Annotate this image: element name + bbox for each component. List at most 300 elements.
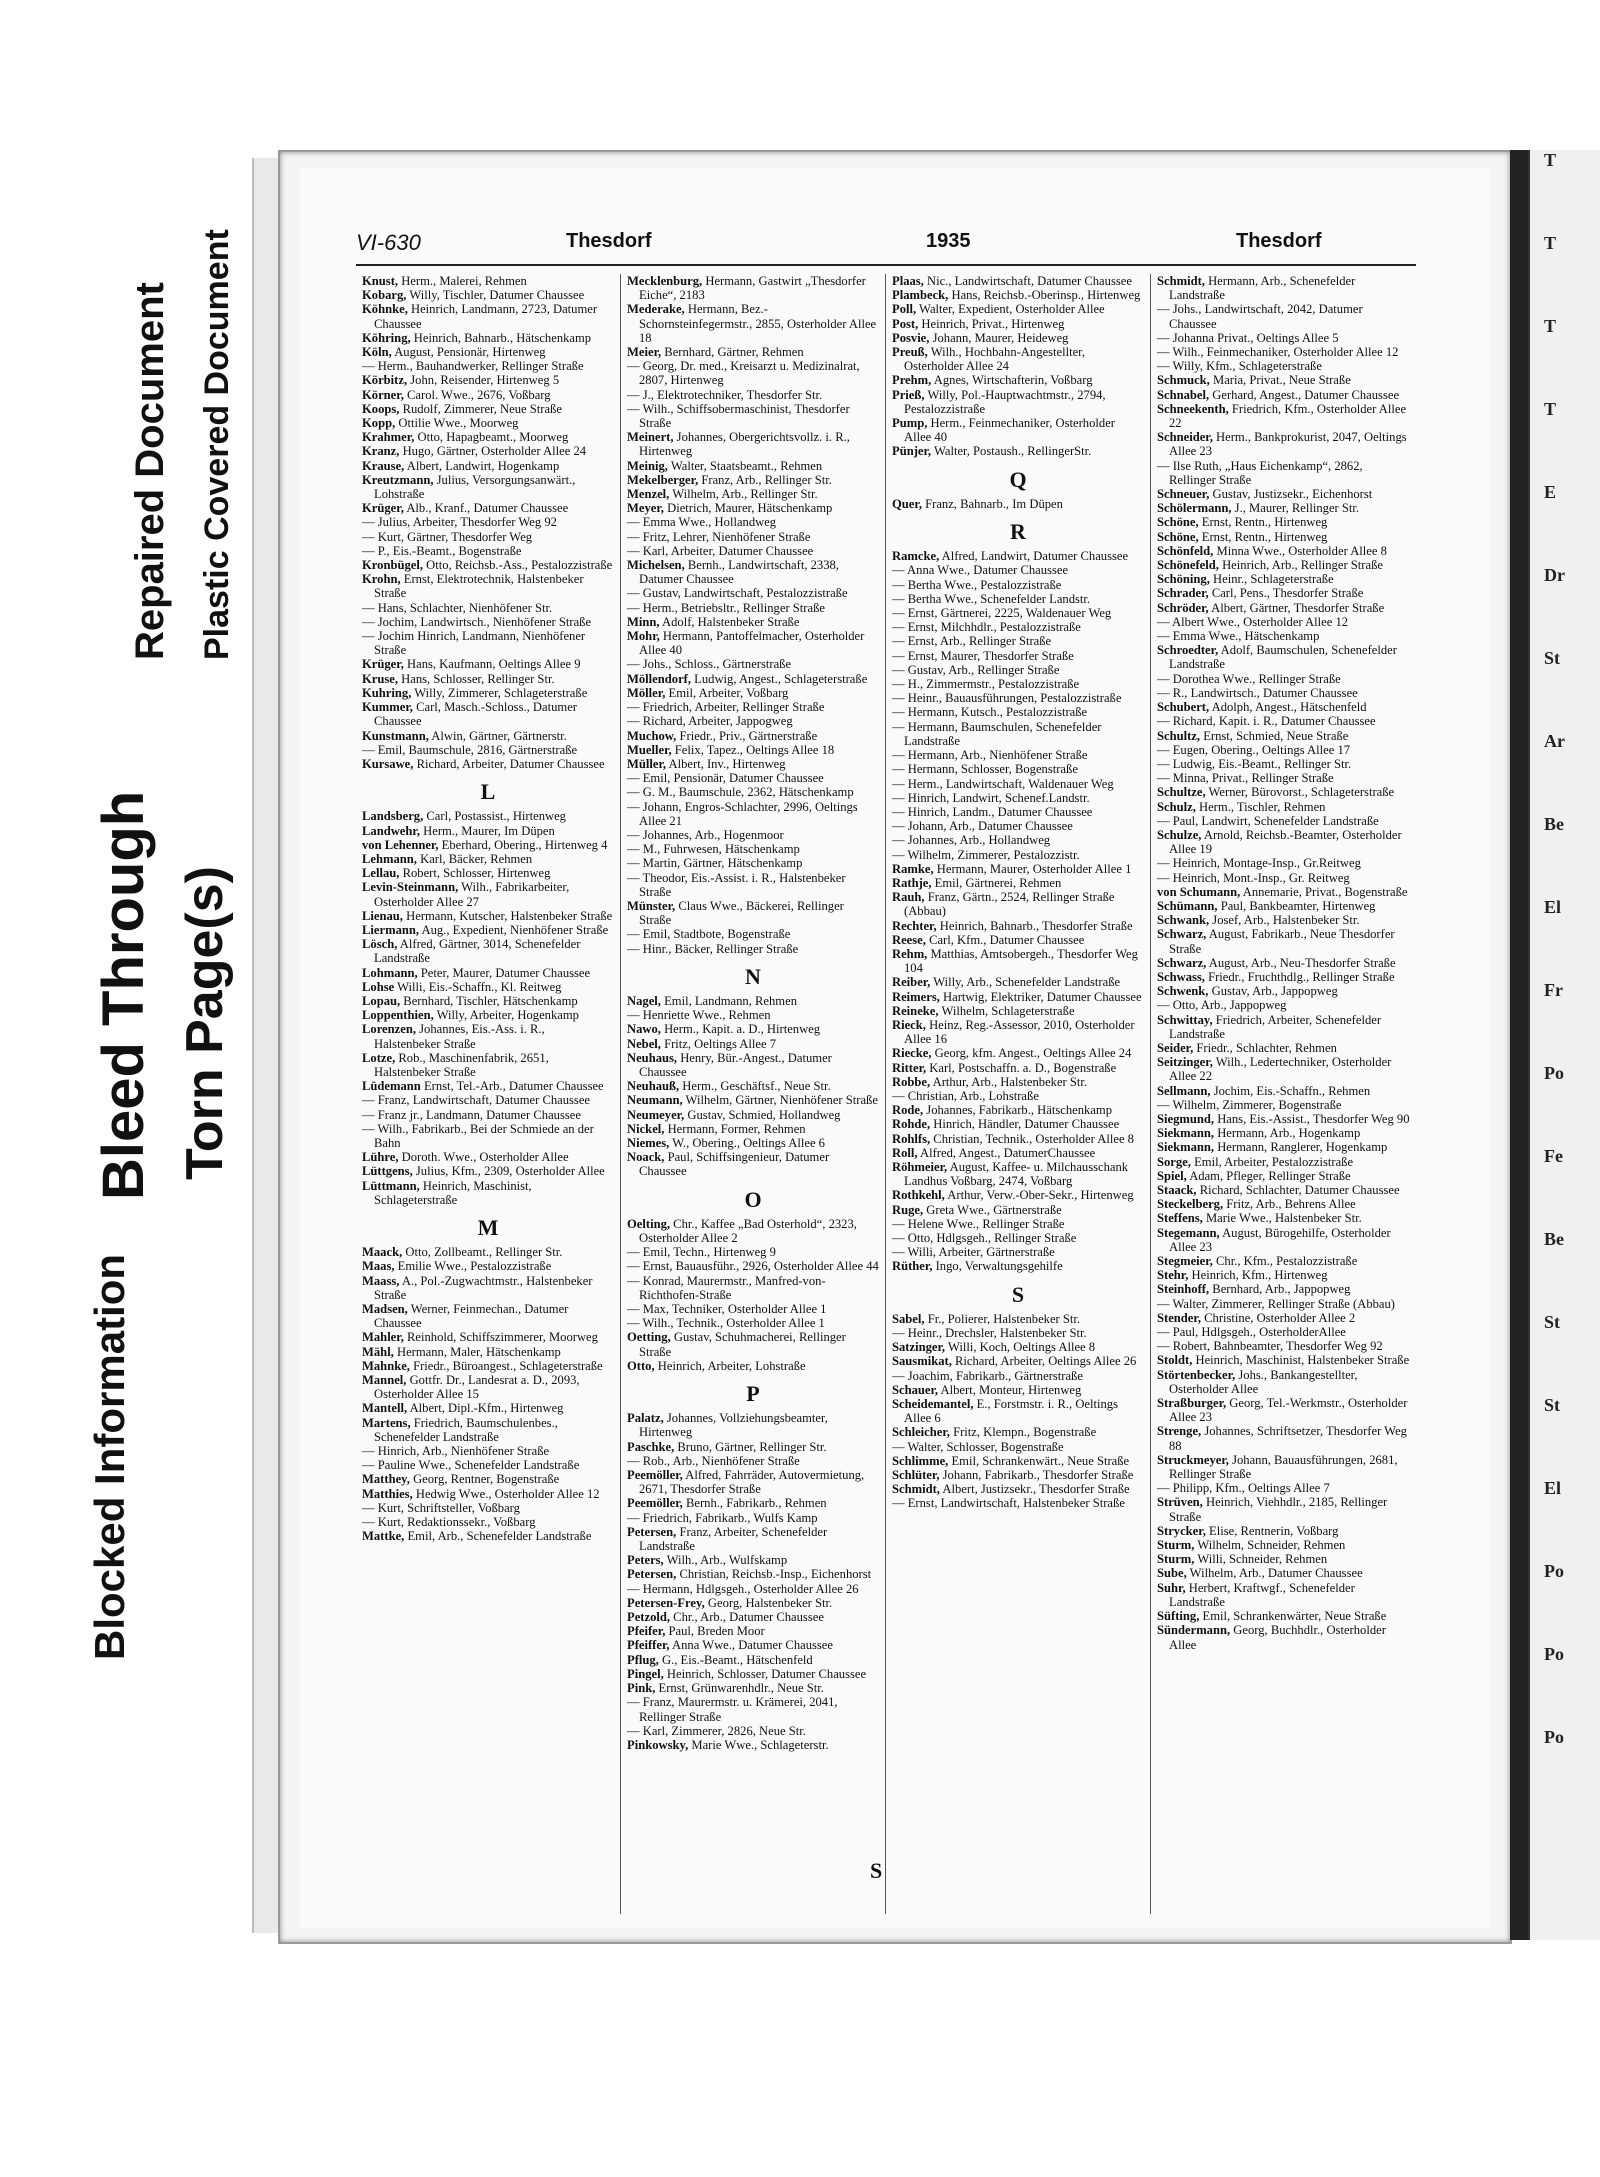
entry-surname: Ramcke, (892, 549, 940, 564)
page-header (356, 230, 1416, 260)
entry-details: — Robert, Bahnbeamter, Thesdorfer Weg 92 (1157, 1339, 1383, 1354)
entry-surname: Krohn, (362, 572, 401, 587)
book-spine (1510, 150, 1528, 1940)
entry-surname: Krüger, (362, 657, 404, 672)
entry-surname: Lienau, (362, 908, 403, 923)
directory-entry (627, 1150, 879, 1178)
entry-details: — Rob., Arb., Nienhöfener Straße (627, 1453, 800, 1468)
directory-entry (1157, 800, 1410, 814)
directory-entry (627, 302, 879, 345)
directory-entry (362, 1093, 614, 1107)
entry-surname: Riecke, (892, 1046, 932, 1061)
directory-entry (362, 1416, 614, 1444)
entry-surname: Schröder, (1157, 600, 1209, 615)
directory-entry (1157, 1126, 1410, 1140)
entry-details: August, Arb., Neu-Thesdorfer Straße (1206, 955, 1396, 970)
directory-entry (1157, 1041, 1410, 1055)
entry-surname: Köhnke, (362, 302, 408, 317)
entry-details: Willy, Pol.-Hauptwachtmstr., 2794, Pestalozzistraße (904, 387, 1106, 416)
directory-entry (892, 833, 1144, 847)
directory-entry (1157, 1581, 1410, 1609)
entry-details: J., Maurer, Rellinger Str. (1231, 501, 1360, 516)
entry-details: Alfred, Landwirt, Datumer Chaussee (939, 549, 1129, 564)
entry-details: — Franz, Landwirtschaft, Datumer Chaussee (362, 1093, 591, 1108)
entry-details: — Ernst, Milchhdlr., Pestalozzistraße (892, 620, 1081, 635)
entry-details: — Heinrich, Montage-Insp., Gr.Reitweg (1157, 856, 1361, 871)
entry-details: — Paul, Landwirt, Schenefelder Landstraße (1157, 813, 1379, 828)
entry-details: Willy, Zimmerer, Schlageterstraße (411, 685, 588, 700)
entry-surname: Schauer, (892, 1382, 939, 1397)
directory-entry (627, 1122, 879, 1136)
entry-details: Bernhard, Arb., Jappopweg (1209, 1282, 1351, 1297)
directory-entry (362, 1122, 614, 1150)
directory-entry (1157, 1424, 1410, 1452)
directory-entry (1157, 388, 1410, 402)
entry-details: — Konrad, Maurermstr., Manfred-von-Richthofen-Straße (627, 1273, 826, 1302)
entry-details: Hugo, Gärtner, Osterholder Allee 24 (399, 444, 587, 459)
entry-details: Richard, Arbeiter, Oeltings Allee 26 (951, 1354, 1137, 1369)
entry-surname: Peemöller, (627, 1496, 683, 1511)
directory-entry (627, 672, 879, 686)
directory-entry (362, 1487, 614, 1501)
entry-surname: Schnabel, (1157, 387, 1210, 402)
edge-fragment: T (1544, 316, 1557, 336)
directory-entry (362, 994, 614, 1008)
directory-entry (362, 1274, 614, 1302)
entry-surname: Rechter, (892, 918, 937, 933)
directory-entry (1157, 302, 1410, 330)
directory-entry (362, 473, 614, 501)
entry-details: — Otto, Arb., Jappopweg (1157, 998, 1287, 1013)
directory-page (300, 168, 1490, 1928)
entry-surname: Seider, (1157, 1040, 1194, 1055)
entry-surname: Krüger, (362, 501, 404, 516)
directory-entry (627, 1359, 879, 1373)
directory-entry (892, 777, 1144, 791)
entry-surname: Schönefeld, (1157, 558, 1219, 573)
directory-entry (1157, 1311, 1410, 1325)
directory-entry (1157, 785, 1410, 799)
entry-details: Herm., Malerei, Rehmen (398, 274, 527, 288)
entry-details: Hans, Eis.-Assist., Thesdorfer Weg 90 (1214, 1111, 1410, 1126)
directory-entry (892, 288, 1144, 302)
directory-entry (1157, 1055, 1410, 1083)
entry-surname: Otto, (627, 1358, 655, 1373)
entry-details: Johannes, Fabrikarb., Hätschenkamp (923, 1103, 1112, 1118)
entry-details: Carl, Postassist., Hirtenweg (423, 809, 566, 824)
directory-entry (1157, 814, 1410, 828)
entry-details: — Wilh., Technik., Osterholder Allee 1 (627, 1316, 825, 1331)
entry-surname: Sturm, (1157, 1552, 1195, 1567)
entry-details: Carl, Masch.-Schloss., Datumer Chaussee (374, 700, 577, 729)
entry-details: — Franz jr., Landmann, Datumer Chaussee (362, 1107, 581, 1122)
entry-details: Johann, Maurer, Heideweg (929, 330, 1069, 345)
directory-entry (362, 558, 614, 572)
entry-details: Otto, Reichsb.-Ass., Pestalozzistraße (423, 558, 613, 573)
directory-entry (892, 705, 1144, 719)
directory-entry (892, 649, 1144, 663)
entry-details: — Emil, Stadtbote, Bogenstraße (627, 927, 791, 942)
entry-details: Alwin, Gärtner, Gärtnerstr. (428, 728, 567, 743)
entry-details: Johann, Bauausführungen, 2681, Rellinger Straße (1169, 1452, 1398, 1482)
entry-surname: Rohlfs, (892, 1131, 931, 1146)
entry-details: — Johann, Arb., Datumer Chaussee (892, 819, 1073, 834)
directory-entry (627, 274, 879, 302)
directory-entry (1157, 373, 1410, 387)
entry-surname: Reineke, (892, 1003, 939, 1018)
entry-details: Friedrich, Arbeiter, Schenefelder Landstraße (1169, 1012, 1382, 1041)
directory-entry (627, 1511, 879, 1525)
directory-entry (362, 1515, 614, 1529)
directory-entry (1157, 714, 1410, 728)
entry-details: — H., Zimmermstr., Pestalozzistraße (892, 677, 1080, 692)
entry-details: — P., Eis.-Beamt., Bogenstraße (362, 543, 522, 558)
entry-surname: Möllendorf, (627, 671, 692, 686)
entry-surname: Röhmeier, (892, 1159, 948, 1174)
entry-details: Emil, Arb., Schenefelder Landstraße (404, 1529, 592, 1544)
directory-entry (362, 544, 614, 558)
entry-surname: Neuhauß, (627, 1079, 680, 1094)
edge-fragment: Be (1544, 1229, 1564, 1249)
directory-entry (627, 1411, 879, 1439)
entry-surname: Schöne, (1157, 529, 1199, 544)
entry-details: Friedr., Büroangest., Schlageterstraße (409, 1358, 603, 1373)
directory-entry (627, 1454, 879, 1468)
entry-details: Herm., Tischler, Rehmen (1195, 799, 1326, 814)
directory-entry (892, 1454, 1144, 1468)
directory-entry (1157, 970, 1410, 984)
directory-entry (892, 890, 1144, 918)
directory-entry (1157, 530, 1410, 544)
entry-details: Johannes, Vollziehungsbeamter, Hirtenweg (639, 1411, 828, 1440)
entry-surname: Kruse, (362, 671, 399, 686)
directory-entry (627, 1610, 879, 1624)
entry-details: — Christian, Arb., Lohstraße (892, 1088, 1039, 1103)
entry-details: Christian, Technik., Osterholder Allee 8 (930, 1131, 1134, 1146)
directory-entry (362, 672, 614, 686)
entry-surname: Pink, (627, 1681, 656, 1696)
entry-details: Albert, Monteur, Hirtenweg (938, 1382, 1082, 1397)
entry-details: — Hermann, Arb., Nienhöfener Straße (892, 748, 1088, 763)
entry-surname: Köhring, (362, 330, 411, 345)
directory-entry (892, 620, 1144, 634)
directory-entry (627, 515, 879, 529)
section-letter: M (477, 1215, 499, 1240)
entry-surname: Liermann, (362, 922, 420, 937)
directory-entry (362, 459, 614, 473)
entry-surname: Petersen, (627, 1524, 677, 1539)
directory-entry (1157, 544, 1410, 558)
entry-details: — Hermann, Hdlgsgeh., Osterholder Allee 26 (627, 1581, 859, 1596)
directory-entry (627, 1624, 879, 1638)
entry-details: Jochim, Eis.-Schaffn., Rehmen (1210, 1083, 1371, 1098)
edge-fragment: T (1544, 399, 1557, 419)
entry-details: Ernst, Rentn., Hirtenweg (1198, 515, 1328, 530)
entry-surname: Neumeyer, (627, 1107, 685, 1122)
entry-details: Heinr., Schlageterstraße (1209, 572, 1334, 587)
directory-entry (362, 572, 614, 600)
directory-entry (627, 1037, 879, 1051)
directory-entry (892, 819, 1144, 833)
entry-surname: Suhr, (1157, 1580, 1186, 1595)
entry-surname: Martens, (362, 1415, 411, 1430)
entry-surname: Reiber, (892, 975, 931, 990)
entry-surname: Köln, (362, 345, 392, 360)
entry-surname: Koops, (362, 401, 400, 416)
entry-surname: Rathje, (892, 875, 932, 890)
directory-entry (627, 927, 879, 941)
entry-surname: Prehm, (892, 373, 932, 388)
directory-entry (362, 757, 614, 771)
label-bleed-through: Bleed Through (91, 790, 156, 1200)
entry-surname: Lorenzen, (362, 1022, 416, 1037)
entry-details: Friedr., Priv., Gärtnerstraße (676, 728, 818, 743)
directory-entry (627, 430, 879, 458)
entry-surname: Kobarg, (362, 288, 407, 303)
entry-details: — Ilse Ruth, „Haus Eichenkamp“, 2862, Rellinger Straße (1157, 458, 1363, 487)
entry-surname: Schultz, (1157, 728, 1201, 743)
directory-entry (892, 919, 1144, 933)
entry-surname: Stender, (1157, 1310, 1201, 1325)
directory-entry (627, 942, 879, 956)
entry-details: — Emma Wwe., Hätschenkamp (1157, 629, 1320, 644)
entry-details: Friedr., Fruchthdlg., Rellinger Straße (1204, 969, 1395, 984)
entry-details: Hermann, Maler, Hätschenkamp (393, 1344, 561, 1359)
column-2 (621, 274, 886, 1914)
directory-entry (362, 530, 614, 544)
entry-details: Friedrich, Baumschulenbes., Schenefelder Landstraße (374, 1415, 558, 1444)
entry-details: Johannes, Obergerichtsvollz. i. R., Hirtenweg (639, 430, 850, 459)
entry-details: E., Forstmstr. i. R., Oeltings Allee 6 (904, 1397, 1119, 1426)
edge-fragment: Be (1544, 814, 1564, 834)
entry-details: Ludwig, Angest., Schlageterstraße (691, 671, 868, 686)
entry-surname: Schrader, (1157, 586, 1209, 601)
directory-entry (362, 1022, 614, 1050)
directory-entry (892, 805, 1144, 819)
entry-details: — Friedrich, Arbeiter, Rellinger Straße (627, 700, 825, 715)
entry-details: Carol. Wwe., 2676, Voßbarg (403, 387, 551, 402)
directory-entry (1157, 1566, 1410, 1580)
entry-surname: Lohmann, (362, 965, 418, 980)
entry-surname: Schultze, (1157, 785, 1206, 800)
directory-entry (627, 388, 879, 402)
entry-details: — Johs., Schloss., Gärtnerstraße (627, 657, 792, 672)
directory-entry (362, 1302, 614, 1330)
entry-columns (356, 274, 1416, 1914)
entry-surname: Schleicher, (892, 1425, 950, 1440)
entry-details: Marie Wwe., Halstenbeker Str. (1202, 1211, 1362, 1226)
directory-entry (1157, 572, 1410, 586)
entry-details: Hermann, Kutscher, Halstenbeker Straße (402, 908, 613, 923)
entry-details: Wilh., Ledertechniker, Osterholder Allee 22 (1169, 1055, 1392, 1084)
label-plastic-covered: Plastic Covered Document (198, 229, 236, 660)
entry-surname: Kronbügel, (362, 558, 424, 573)
entry-surname: Meinert, (627, 430, 674, 445)
directory-entry (362, 852, 614, 866)
entry-details: Gerhard, Angest., Datumer Chaussee (1209, 387, 1400, 402)
directory-entry (1157, 629, 1410, 643)
entry-surname: Mederake, (627, 302, 685, 317)
entry-surname: Schwank, (1157, 913, 1210, 928)
entry-details: Franz, Arb., Rellinger Str. (698, 472, 832, 487)
entry-details: — G. M., Baumschule, 2362, Hätschenkamp (627, 785, 854, 800)
directory-entry (1157, 1552, 1410, 1566)
entry-surname: Reese, (892, 932, 926, 947)
directory-entry (1157, 757, 1410, 771)
entry-details: Georg, Buchhdlr., Osterholder Allee (1169, 1623, 1386, 1652)
entry-surname: Schlüter, (892, 1468, 940, 1483)
directory-entry (892, 1217, 1144, 1231)
entry-details: — Bertha Wwe., Pestalozzistraße (892, 577, 1062, 592)
entry-details: Hedwig Wwe., Osterholder Allee 12 (412, 1486, 600, 1501)
directory-entry (362, 288, 614, 302)
directory-entry (362, 1150, 614, 1164)
directory-entry (892, 416, 1144, 444)
directory-entry (1157, 615, 1410, 629)
directory-entry (362, 1008, 614, 1022)
entry-details: — Helene Wwe., Rellinger Straße (892, 1216, 1065, 1231)
entry-surname: Kreutzmann, (362, 472, 434, 487)
directory-entry (362, 743, 614, 757)
entry-details: Julius, Versorgungsanwärt., Lohstraße (374, 472, 576, 502)
entry-surname: Peters, (627, 1553, 664, 1568)
entry-details: — Hans, Schlachter, Nienhöfener Str. (362, 600, 553, 615)
entry-details: Albert, Landwirt, Hogenkamp (404, 458, 560, 473)
directory-entry (892, 1482, 1144, 1496)
directory-entry (627, 1582, 879, 1596)
entry-details: Franz, Arbeiter, Schenefelder Landstraße (639, 1524, 828, 1554)
column-1 (356, 274, 621, 1914)
entry-details: Hans, Kaufmann, Oeltings Allee 9 (403, 657, 581, 672)
directory-entry (1157, 1495, 1410, 1523)
entry-details: Herm., Bankprokurist, 2047, Oeltings Allee 23 (1169, 430, 1407, 459)
entry-details: Carl, Kfm., Datumer Chaussee (925, 932, 1085, 947)
entry-details: August, Pensionär, Hirtenweg (391, 345, 546, 360)
entry-surname: Schlimme, (892, 1453, 949, 1468)
entry-details: Johann, Fabrikarb., Thesdorfer Straße (939, 1468, 1134, 1483)
directory-entry (892, 1440, 1144, 1454)
entry-details: Minna Wwe., Osterholder Allee 8 (1213, 543, 1387, 558)
entry-details: Karl, Bäcker, Rehmen (416, 851, 533, 866)
entry-surname: Ruge, (892, 1202, 924, 1217)
directory-entry (892, 1397, 1144, 1425)
directory-entry (627, 530, 879, 544)
entry-surname: Plaas, (892, 274, 924, 288)
entry-surname: Madsen, (362, 1302, 408, 1317)
directory-entry (362, 444, 614, 458)
directory-entry (627, 1079, 879, 1093)
entry-details: Richard, Schlachter, Datumer Chaussee (1196, 1183, 1400, 1197)
entry-surname: Petzold, (627, 1610, 671, 1625)
entry-details: Johannes, Schriftsetzer, Thesdorfer Weg 88 (1169, 1424, 1407, 1453)
directory-entry (1157, 1297, 1410, 1311)
directory-entry (892, 1259, 1144, 1273)
entry-surname: Seitzinger, (1157, 1055, 1213, 1070)
directory-entry (627, 871, 879, 899)
directory-entry (362, 1330, 614, 1344)
entry-details: — R., Landwirtsch., Datumer Chaussee (1157, 685, 1358, 700)
entry-details: — Kurt, Gärtner, Thesdorfer Weg (362, 529, 533, 544)
entry-surname: Plambeck, (892, 288, 949, 303)
directory-entry (892, 947, 1144, 975)
entry-details: — Julius, Arbeiter, Thesdorfer Weg 92 (362, 515, 557, 530)
entry-details: Arnold, Reichsb.-Beamter, Osterholder Allee 19 (1169, 827, 1402, 857)
directory-entry (627, 743, 879, 757)
directory-entry (892, 1245, 1144, 1259)
entry-details: Johs., Bankangestellter, Osterholder Allee (1169, 1367, 1358, 1396)
directory-entry (892, 1146, 1144, 1160)
entry-details: — Eugen, Obering., Oeltings Allee 17 (1157, 742, 1351, 757)
entry-details: — Heinr., Bauausführungen, Pestalozzistraße (892, 691, 1122, 706)
directory-entry (1157, 459, 1410, 487)
entry-details: — Willy, Kfm., Schlageterstraße (1157, 359, 1322, 374)
entry-details: Wilhelm, Arb., Datumer Chaussee (1186, 1566, 1363, 1581)
entry-details: Emil, Gärtnerei, Rehmen (931, 875, 1062, 890)
entry-surname: Paschke, (627, 1439, 675, 1454)
entry-details: — Richard, Arbeiter, Jappogweg (627, 714, 793, 729)
directory-entry (892, 1340, 1144, 1354)
entry-details: — Johann, Engros-Schlachter, 2996, Oeltings Allee 21 (627, 799, 858, 828)
entry-details: Herm., Kapit. a. D., Hirtenweg (660, 1022, 821, 1037)
section-letter: R (1010, 519, 1026, 545)
directory-entry (892, 848, 1144, 862)
entry-details: — Franz, Maurermstr. u. Krämerei, 2041, Rellinger Straße (627, 1695, 838, 1724)
entry-details: — Ernst, Gärtnerei, 2225, Waldenauer Weg (892, 606, 1112, 621)
directory-entry (362, 501, 614, 515)
entry-surname: Loppenthien, (362, 1008, 434, 1023)
directory-entry (627, 899, 879, 927)
directory-entry (362, 1458, 614, 1472)
directory-entry (1157, 274, 1410, 302)
directory-entry (1157, 899, 1410, 913)
entry-details: Otto, Hapagbeamt., Moorweg (414, 430, 569, 445)
directory-entry (627, 1596, 879, 1610)
entry-details: Walter, Expedient, Osterholder Allee (916, 302, 1105, 317)
directory-entry (892, 1496, 1144, 1510)
entry-surname: Levin-Steinmann, (362, 880, 459, 895)
directory-entry (362, 1345, 614, 1359)
entry-details: — Kurt, Redaktionssekr., Voßbarg (362, 1515, 536, 1530)
entry-surname: Rieck, (892, 1017, 926, 1032)
entry-details: — Ernst, Landwirtschaft, Halstenbeker Straße (892, 1496, 1125, 1511)
directory-entry (892, 1089, 1144, 1103)
directory-entry (627, 345, 879, 359)
entry-details: — Gustav, Landwirtschaft, Pestalozzistraße (627, 586, 848, 601)
directory-entry (892, 317, 1144, 331)
entry-details: — Max, Techniker, Osterholder Allee 1 (627, 1302, 827, 1317)
entry-details: — Philipp, Kfm., Oeltings Allee 7 (1157, 1481, 1330, 1496)
directory-entry (892, 1354, 1144, 1368)
entry-surname: Sabel, (892, 1311, 925, 1326)
directory-entry (1157, 885, 1410, 899)
directory-entry (1157, 558, 1410, 572)
entry-details: — Johannes, Arb., Hollandweg (892, 833, 1051, 848)
entry-surname: Kranz, (362, 444, 400, 459)
entry-details: Wilhelm, Arb., Rellinger Str. (669, 487, 818, 502)
entry-details: Albert, Gärtner, Thesdorfer Straße (1208, 600, 1385, 615)
entry-details: Hans, Reichsb.-Oberinsp., Hirtenweg (948, 288, 1141, 303)
directory-entry (892, 677, 1144, 691)
entry-surname: Steckelberg, (1157, 1197, 1224, 1212)
directory-entry (627, 785, 879, 799)
directory-entry (627, 1330, 879, 1358)
entry-details: Hermann, Former, Rehmen (664, 1121, 806, 1136)
entry-surname: Reimers, (892, 989, 940, 1004)
entry-details: — Jochim, Landwirtsch., Nienhöfener Straße (362, 614, 592, 629)
entry-details: — Gustav, Arb., Rellinger Straße (892, 662, 1060, 677)
directory-entry (1157, 700, 1410, 714)
directory-entry (362, 923, 614, 937)
